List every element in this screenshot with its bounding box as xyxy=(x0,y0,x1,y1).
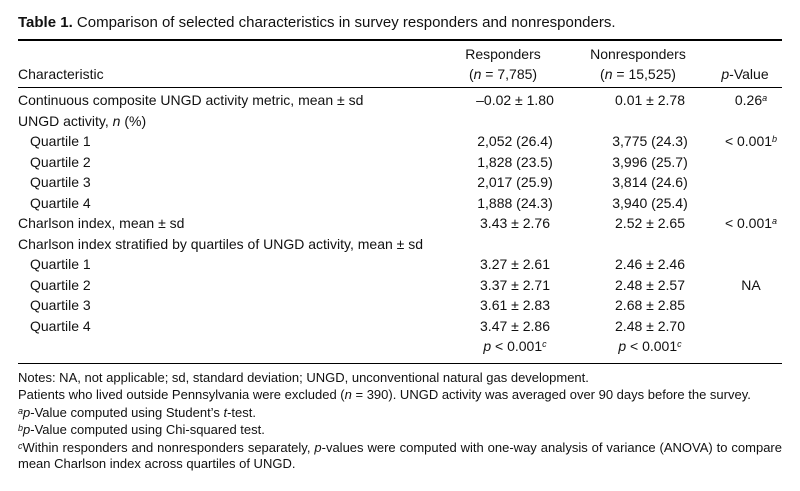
table-row xyxy=(18,172,782,193)
header-responders-n: (n = 7,785) xyxy=(468,66,538,82)
footnote-a: $^a$p-Value computed using Student’s t-test. xyxy=(18,404,256,420)
table-row xyxy=(18,193,782,214)
table-row xyxy=(18,275,782,296)
table-row xyxy=(18,131,782,152)
table-row xyxy=(18,336,782,363)
table-row xyxy=(18,234,782,255)
header-characteristic: Characteristic xyxy=(18,66,104,82)
cell-responders: 1,828 (23.5) xyxy=(477,153,553,170)
row-label: Quartile 1 xyxy=(30,256,91,272)
row-label: Quartile 4 xyxy=(30,194,91,211)
cell-nonresponders: 3,814 (24.6) xyxy=(612,174,688,190)
header-pvalue: p-Value xyxy=(721,66,769,82)
cell-pvalue: < 0.001$^a$ xyxy=(724,215,778,231)
cell-nonresponders: 3,940 (25.4) xyxy=(612,194,688,211)
cell-nonresponders: 0.01 ± 2.78 xyxy=(615,92,685,108)
note-exclusions: Patients who lived outside Pennsylvania were excluded (n = 390). UNGD activity was averaged over 90 days before the survey. xyxy=(18,387,751,402)
cell-nonresponders-pvalue: p < 0.001$^c$ xyxy=(618,338,682,354)
table-title: Comparison of selected characteristics in survey responders and nonresponders. xyxy=(76,14,616,31)
cell-nonresponders: 3,996 (25.7) xyxy=(612,153,688,170)
row-label: Quartile 2 xyxy=(30,276,91,293)
cell-responders: 2,017 (25.9) xyxy=(477,174,553,190)
cell-responders: 3.47 ± 2.86 xyxy=(480,317,550,334)
table-row xyxy=(18,316,782,337)
table-row xyxy=(18,111,782,132)
note-abbreviations: Notes: NA, not applicable; sd, standard deviation; UNGD, unconventional natural gas development. xyxy=(18,369,589,385)
header-nonresponders-n: (n = 15,525) xyxy=(600,66,676,82)
cell-responders: 3.61 ± 2.83 xyxy=(480,297,550,313)
table-row xyxy=(18,295,782,316)
table-label: Table 1. xyxy=(18,14,73,31)
cell-responders: 3.43 ± 2.76 xyxy=(480,215,550,231)
cell-pvalue: NA xyxy=(741,276,761,293)
table-body xyxy=(18,88,782,363)
cell-nonresponders: 2.46 ± 2.46 xyxy=(615,256,685,272)
cell-nonresponders: 2.68 ± 2.85 xyxy=(615,297,685,313)
header-nonresponders: Nonresponders xyxy=(590,46,686,62)
table-row xyxy=(18,213,782,234)
footnote-c: $^c$Within responders and nonresponders separately, p-values were computed with one-way analysis of variance (ANOVA) to compare mean Charlson index across quartiles of UNGD. xyxy=(18,439,782,471)
cell-responders: 2,052 (26.4) xyxy=(477,133,553,149)
row-label: Continuous composite UNGD activity metric, mean ± sd xyxy=(18,92,364,108)
row-label: Quartile 4 xyxy=(30,317,91,334)
cell-responders: 1,888 (24.3) xyxy=(477,194,553,211)
table-header xyxy=(18,41,782,87)
table-row xyxy=(18,88,782,111)
footnote-b: $^b$p-Value computed using Chi-squared test. xyxy=(18,422,265,437)
table-row xyxy=(18,254,782,275)
table-notes xyxy=(18,364,782,473)
cell-pvalue: < 0.001$^b$ xyxy=(724,133,778,149)
cell-responders: –0.02 ± 1.80 xyxy=(476,92,554,108)
cell-nonresponders: 2.52 ± 2.65 xyxy=(615,215,685,231)
row-label: UNGD activity, n (%) xyxy=(18,112,147,129)
cell-nonresponders: 2.48 ± 2.57 xyxy=(615,276,685,293)
row-label: Charlson index stratified by quartiles of UNGD activity, mean ± sd xyxy=(18,235,424,252)
cell-nonresponders: 3,775 (24.3) xyxy=(612,133,688,149)
cell-pvalue: 0.26$^a$ xyxy=(734,92,768,108)
header-responders: Responders xyxy=(465,46,541,62)
table-caption xyxy=(18,0,782,32)
row-label: Charlson index, mean ± sd xyxy=(18,215,185,231)
cell-responders-pvalue: p < 0.001$^c$ xyxy=(483,338,547,354)
row-label: Quartile 2 xyxy=(30,153,91,170)
characteristics-table xyxy=(18,41,782,87)
table-row xyxy=(18,152,782,173)
row-label: Quartile 1 xyxy=(30,133,91,149)
row-label: Quartile 3 xyxy=(30,174,91,190)
cell-nonresponders: 2.48 ± 2.70 xyxy=(615,317,685,334)
cell-responders: 3.27 ± 2.61 xyxy=(480,256,550,272)
row-label: Quartile 3 xyxy=(30,297,91,313)
cell-responders: 3.37 ± 2.71 xyxy=(480,276,550,293)
